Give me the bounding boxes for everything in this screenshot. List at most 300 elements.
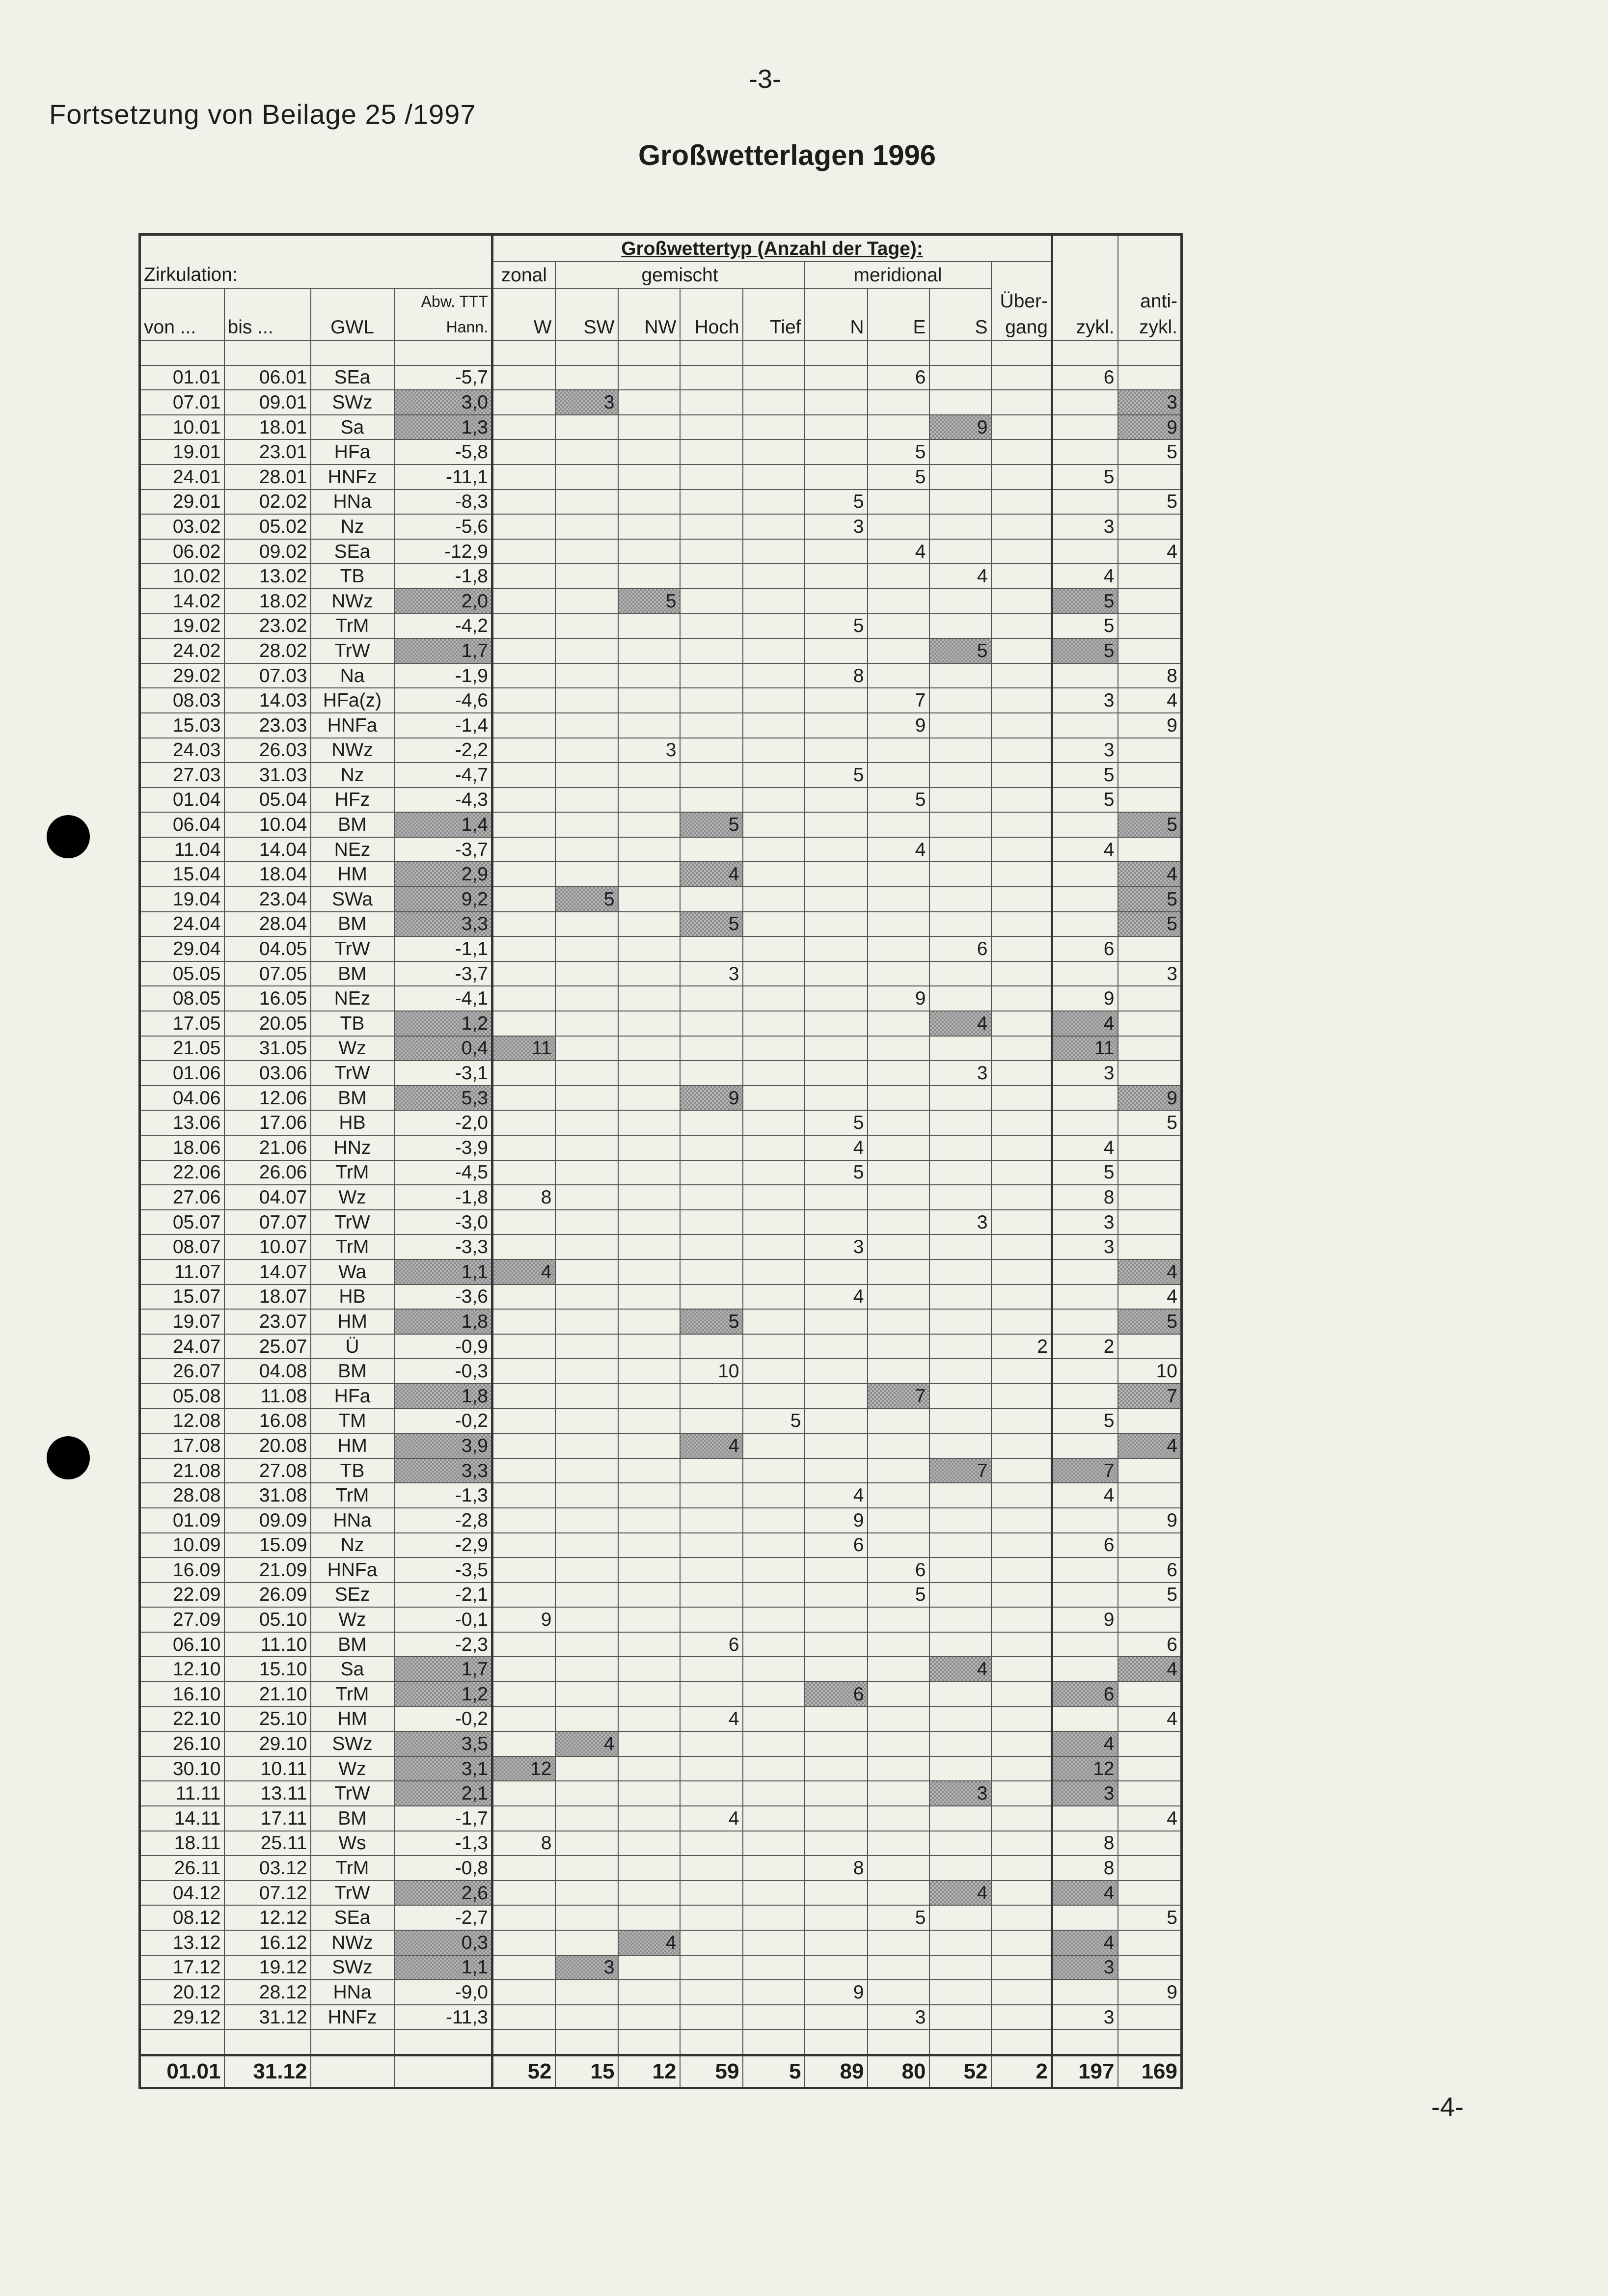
table-row	[140, 713, 1182, 738]
sw-cell	[555, 986, 618, 1011]
e-cell	[868, 1160, 929, 1185]
e-cell	[868, 1483, 929, 1508]
uebergang-cell	[991, 688, 1052, 713]
uebergang-label-1: Über-	[991, 288, 1052, 314]
uebergang-cell	[991, 1905, 1052, 1930]
abw-cell: 1,2	[394, 1011, 492, 1036]
nw-cell	[618, 1011, 680, 1036]
n-cell: 8	[805, 1856, 868, 1881]
von-cell: 19.07	[140, 1309, 224, 1334]
tief-cell	[743, 1508, 805, 1533]
von-cell: 18.11	[140, 1831, 224, 1856]
table-row	[140, 490, 1182, 515]
sw-cell	[555, 688, 618, 713]
subtitle: Fortsetzung von Beilage 25 /1997	[49, 99, 476, 130]
tief-cell	[743, 1856, 805, 1881]
zykl-cell: 5	[1052, 638, 1118, 663]
n-cell	[805, 465, 868, 490]
bis-cell: 23.01	[224, 439, 311, 465]
w-cell	[492, 1061, 555, 1086]
table-row	[140, 1533, 1182, 1558]
bis-cell: 10.04	[224, 812, 311, 837]
uebergang-cell	[991, 1011, 1052, 1036]
bis-cell: 15.09	[224, 1533, 311, 1558]
bis-cell: 04.08	[224, 1359, 311, 1384]
hoch-cell	[680, 1285, 743, 1310]
gwl-cell: HNa	[311, 1980, 394, 2005]
tief-cell	[743, 390, 805, 415]
hoch-cell: 5	[680, 812, 743, 837]
s-cell	[929, 986, 991, 1011]
n-cell	[805, 1036, 868, 1061]
n-cell	[805, 887, 868, 912]
gwl-cell: Nz	[311, 514, 394, 539]
table-row	[140, 564, 1182, 589]
uebergang-cell	[991, 589, 1052, 614]
e-cell	[868, 738, 929, 763]
uebergang-cell	[991, 614, 1052, 639]
zykl-cell	[1052, 1707, 1118, 1732]
hoch-cell	[680, 415, 743, 440]
tief-cell	[743, 415, 805, 440]
bis-cell: 21.06	[224, 1135, 311, 1160]
uebergang-cell	[991, 738, 1052, 763]
s-cell: 3	[929, 1210, 991, 1235]
w-cell	[492, 1011, 555, 1036]
n-cell	[805, 1185, 868, 1210]
bis-cell: 12.12	[224, 1905, 311, 1930]
von-cell: 29.02	[140, 663, 224, 688]
gwl-cell: HFz	[311, 788, 394, 813]
w-cell	[492, 1309, 555, 1334]
antizykl-cell: 4	[1118, 539, 1182, 564]
von-cell: 08.07	[140, 1234, 224, 1259]
zirkulation-label: Zirkulation:	[140, 262, 492, 288]
antizykl-cell	[1118, 1856, 1182, 1881]
e-cell	[868, 1135, 929, 1160]
total-s-cell: 52	[929, 2055, 991, 2088]
n-cell: 3	[805, 514, 868, 539]
w-cell	[492, 713, 555, 738]
nw-cell	[618, 564, 680, 589]
uebergang-cell	[991, 986, 1052, 1011]
table-row	[140, 1930, 1182, 1955]
bis-cell: 02.02	[224, 490, 311, 515]
total-e-cell: 80	[868, 2055, 929, 2088]
table-row	[140, 912, 1182, 937]
sw-cell	[555, 1583, 618, 1608]
nw-cell	[618, 912, 680, 937]
nw-cell	[618, 1905, 680, 1930]
bis-cell: 27.08	[224, 1458, 311, 1483]
von-cell: 10.09	[140, 1533, 224, 1558]
abw-cell: -2,9	[394, 1533, 492, 1558]
sw-cell	[555, 837, 618, 862]
bis-cell: 10.11	[224, 1756, 311, 1781]
von-cell: 26.10	[140, 1731, 224, 1756]
sw-cell	[555, 1210, 618, 1235]
s-cell: 9	[929, 415, 991, 440]
antizykl-cell: 5	[1118, 912, 1182, 937]
uebergang-cell	[991, 936, 1052, 961]
hoch-cell	[680, 365, 743, 390]
n-cell: 9	[805, 1508, 868, 1533]
w-cell	[492, 1731, 555, 1756]
antizykl-cell	[1118, 1409, 1182, 1434]
n-cell	[805, 439, 868, 465]
n-cell	[805, 1955, 868, 1980]
n-cell	[805, 1657, 868, 1682]
bis-cell: 05.10	[224, 1607, 311, 1632]
zykl-cell: 5	[1052, 763, 1118, 788]
zykl-cell: 6	[1052, 1682, 1118, 1707]
tief-cell	[743, 961, 805, 986]
sw-cell	[555, 1036, 618, 1061]
gwl-cell: TB	[311, 1011, 394, 1036]
w-cell	[492, 439, 555, 465]
nw-cell	[618, 1483, 680, 1508]
n-cell	[805, 1210, 868, 1235]
gwl-cell: Ws	[311, 1831, 394, 1856]
tief-cell	[743, 1632, 805, 1657]
von-cell: 05.05	[140, 961, 224, 986]
table-row	[140, 2005, 1182, 2030]
von-header: von ...	[140, 314, 224, 340]
s-cell	[929, 663, 991, 688]
total-abw-cell	[394, 2055, 492, 2088]
w-cell	[492, 365, 555, 390]
uebergang-cell	[991, 1657, 1052, 1682]
abw-cell: 3,0	[394, 390, 492, 415]
von-cell: 16.10	[140, 1682, 224, 1707]
bis-cell: 21.10	[224, 1682, 311, 1707]
w-cell	[492, 2005, 555, 2030]
von-cell: 08.12	[140, 1905, 224, 1930]
n-cell	[805, 688, 868, 713]
abw-cell: 2,1	[394, 1781, 492, 1806]
gwl-cell: SEa	[311, 365, 394, 390]
nw-cell	[618, 812, 680, 837]
w-cell	[492, 1384, 555, 1409]
hoch-cell	[680, 1508, 743, 1533]
w-cell	[492, 1433, 555, 1458]
abw-cell: 3,3	[394, 1458, 492, 1483]
hoch-cell	[680, 2005, 743, 2030]
antizykl-cell: 4	[1118, 1707, 1182, 1732]
e-cell	[868, 961, 929, 986]
sw-cell	[555, 1433, 618, 1458]
zykl-cell: 3	[1052, 1781, 1118, 1806]
gwl-cell: NWz	[311, 589, 394, 614]
sw-cell	[555, 415, 618, 440]
table-row	[140, 1061, 1182, 1086]
abw-cell: -3,1	[394, 1061, 492, 1086]
uebergang-cell	[991, 1607, 1052, 1632]
e-cell	[868, 1285, 929, 1310]
antizykl-cell	[1118, 1458, 1182, 1483]
nw-cell	[618, 1234, 680, 1259]
abw-cell: -2,7	[394, 1905, 492, 1930]
e-cell	[868, 1458, 929, 1483]
zykl-cell: 12	[1052, 1756, 1118, 1781]
n-cell	[805, 1061, 868, 1086]
s-cell	[929, 514, 991, 539]
tief-cell	[743, 1285, 805, 1310]
antizykl-cell	[1118, 1781, 1182, 1806]
tief-cell	[743, 713, 805, 738]
e-cell	[868, 1707, 929, 1732]
nw-cell	[618, 1359, 680, 1384]
sw-cell	[555, 1508, 618, 1533]
antizykl-cell: 4	[1118, 1806, 1182, 1831]
abw-cell: 0,4	[394, 1036, 492, 1061]
nw-cell	[618, 1185, 680, 1210]
sw-cell	[555, 539, 618, 564]
table-row	[140, 1259, 1182, 1285]
uebergang-cell	[991, 788, 1052, 813]
abw-cell: -2,8	[394, 1508, 492, 1533]
w-cell	[492, 390, 555, 415]
sw-cell	[555, 1607, 618, 1632]
antizykl-cell: 5	[1118, 1583, 1182, 1608]
nw-cell	[618, 1036, 680, 1061]
table-row	[140, 638, 1182, 663]
tief-cell	[743, 788, 805, 813]
sw-cell	[555, 1011, 618, 1036]
von-cell: 17.08	[140, 1433, 224, 1458]
von-cell: 06.04	[140, 812, 224, 837]
antizykl-cell	[1118, 1881, 1182, 1906]
gwl-cell: HM	[311, 1707, 394, 1732]
w-cell: 8	[492, 1831, 555, 1856]
w-cell	[492, 1980, 555, 2005]
von-cell: 12.10	[140, 1657, 224, 1682]
bis-cell: 12.06	[224, 1086, 311, 1111]
w-cell	[492, 1458, 555, 1483]
w-cell	[492, 490, 555, 515]
abw-cell: 1,7	[394, 1657, 492, 1682]
bis-cell: 11.10	[224, 1632, 311, 1657]
bis-cell: 05.04	[224, 788, 311, 813]
table-row	[140, 1185, 1182, 1210]
n-cell	[805, 837, 868, 862]
gwl-cell: HNFz	[311, 2005, 394, 2030]
von-cell: 01.06	[140, 1061, 224, 1086]
von-cell: 19.02	[140, 614, 224, 639]
bis-cell: 31.05	[224, 1036, 311, 1061]
hoch-cell	[680, 638, 743, 663]
table-row	[140, 1135, 1182, 1160]
s-cell	[929, 1483, 991, 1508]
hoch-cell	[680, 1384, 743, 1409]
table-row	[140, 1359, 1182, 1384]
tief-cell: 5	[743, 1409, 805, 1434]
s-cell	[929, 1433, 991, 1458]
zykl-cell	[1052, 961, 1118, 986]
hoch-cell	[680, 1533, 743, 1558]
antizykl-cell	[1118, 1185, 1182, 1210]
von-cell: 27.03	[140, 763, 224, 788]
s-cell	[929, 1160, 991, 1185]
sw-cell: 4	[555, 1731, 618, 1756]
e-cell	[868, 1881, 929, 1906]
uebergang-cell	[991, 1160, 1052, 1185]
table-row	[140, 365, 1182, 390]
von-cell: 01.01	[140, 365, 224, 390]
table-row	[140, 1285, 1182, 1310]
abw-cell: -1,9	[394, 663, 492, 688]
n-cell: 5	[805, 763, 868, 788]
nw-cell	[618, 1980, 680, 2005]
bis-cell: 28.04	[224, 912, 311, 937]
s-cell	[929, 887, 991, 912]
hoch-cell	[680, 1980, 743, 2005]
abw-cell: -3,0	[394, 1210, 492, 1235]
zykl-cell: 11	[1052, 1036, 1118, 1061]
e-cell: 9	[868, 713, 929, 738]
nw-cell	[618, 1756, 680, 1781]
gwl-cell: HM	[311, 862, 394, 887]
w-cell	[492, 1707, 555, 1732]
antizykl-cell	[1118, 1930, 1182, 1955]
abw-cell: -3,6	[394, 1285, 492, 1310]
table-row	[140, 1110, 1182, 1135]
nw-cell	[618, 638, 680, 663]
tief-cell	[743, 1210, 805, 1235]
antizykl-cell: 5	[1118, 439, 1182, 465]
uebergang-cell	[991, 1409, 1052, 1434]
hoch-cell	[680, 1036, 743, 1061]
sw-cell	[555, 936, 618, 961]
bis-cell: 03.12	[224, 1856, 311, 1881]
hoch-header: Hoch	[680, 314, 743, 340]
n-cell: 3	[805, 1234, 868, 1259]
gwl-cell: TrM	[311, 1160, 394, 1185]
weather-table	[138, 233, 1183, 2089]
w-cell: 9	[492, 1607, 555, 1632]
von-cell: 03.02	[140, 514, 224, 539]
nw-cell	[618, 1135, 680, 1160]
abw-cell: 0,3	[394, 1930, 492, 1955]
n-cell	[805, 1930, 868, 1955]
w-cell	[492, 564, 555, 589]
s-cell	[929, 1980, 991, 2005]
hoch-cell	[680, 1259, 743, 1285]
von-cell: 13.12	[140, 1930, 224, 1955]
page-number-top: -3-	[749, 64, 781, 94]
sw-cell	[555, 1458, 618, 1483]
uebergang-cell	[991, 1731, 1052, 1756]
tief-cell	[743, 1234, 805, 1259]
zykl-cell	[1052, 1905, 1118, 1930]
e-cell	[868, 1955, 929, 1980]
antizykl-cell: 4	[1118, 862, 1182, 887]
tief-cell	[743, 465, 805, 490]
von-cell: 27.06	[140, 1185, 224, 1210]
tief-cell	[743, 1558, 805, 1583]
total-zykl-cell: 197	[1052, 2055, 1118, 2088]
uebergang-cell	[991, 1806, 1052, 1831]
nw-cell	[618, 713, 680, 738]
zykl-cell: 5	[1052, 788, 1118, 813]
n-cell	[805, 365, 868, 390]
von-cell: 24.01	[140, 465, 224, 490]
von-cell: 21.08	[140, 1458, 224, 1483]
table-row	[140, 1731, 1182, 1756]
table-row	[140, 1707, 1182, 1732]
abw-cell: -5,7	[394, 365, 492, 390]
e-cell	[868, 589, 929, 614]
gwl-cell: HNFa	[311, 1558, 394, 1583]
w-cell: 4	[492, 1259, 555, 1285]
e-cell	[868, 564, 929, 589]
w-cell	[492, 788, 555, 813]
sw-cell	[555, 1135, 618, 1160]
n-cell	[805, 1259, 868, 1285]
total-sw-cell: 15	[555, 2055, 618, 2088]
antizykl-header: zykl.	[1118, 314, 1182, 340]
tief-cell	[743, 1731, 805, 1756]
tief-cell	[743, 1881, 805, 1906]
uebergang-cell	[991, 812, 1052, 837]
bis-cell: 23.07	[224, 1309, 311, 1334]
uebergang-cell	[991, 887, 1052, 912]
s-cell: 5	[929, 638, 991, 663]
e-cell: 6	[868, 365, 929, 390]
tief-cell	[743, 1533, 805, 1558]
zykl-cell	[1052, 415, 1118, 440]
bis-cell: 18.07	[224, 1285, 311, 1310]
n-cell	[805, 1831, 868, 1856]
total-hoch-cell: 59	[680, 2055, 743, 2088]
tief-cell	[743, 986, 805, 1011]
table-row	[140, 1831, 1182, 1856]
hoch-cell	[680, 1458, 743, 1483]
von-cell: 29.01	[140, 490, 224, 515]
w-cell: 11	[492, 1036, 555, 1061]
sw-cell	[555, 638, 618, 663]
abw-cell: 2,0	[394, 589, 492, 614]
s-cell	[929, 1831, 991, 1856]
uebergang-cell	[991, 1384, 1052, 1409]
gwl-cell: TrW	[311, 1061, 394, 1086]
hoch-cell: 6	[680, 1632, 743, 1657]
uebergang-cell	[991, 1458, 1052, 1483]
gwl-cell: TrM	[311, 1682, 394, 1707]
e-cell	[868, 812, 929, 837]
gwl-cell: HM	[311, 1433, 394, 1458]
n-cell	[805, 961, 868, 986]
bis-cell: 09.09	[224, 1508, 311, 1533]
sw-cell	[555, 1707, 618, 1732]
sw-cell	[555, 1334, 618, 1359]
abw-cell: 1,7	[394, 638, 492, 663]
s-cell	[929, 1110, 991, 1135]
abw-cell: 3,9	[394, 1433, 492, 1458]
uebergang-cell	[991, 837, 1052, 862]
w-cell	[492, 1234, 555, 1259]
antizykl-cell: 9	[1118, 415, 1182, 440]
zykl-cell: 6	[1052, 936, 1118, 961]
hoch-cell	[680, 1657, 743, 1682]
gwl-cell: Wa	[311, 1259, 394, 1285]
uebergang-cell	[991, 1036, 1052, 1061]
zykl-cell: 3	[1052, 688, 1118, 713]
gwl-cell: HNFa	[311, 713, 394, 738]
gwl-cell: BM	[311, 1632, 394, 1657]
sw-cell	[555, 514, 618, 539]
sw-cell	[555, 1110, 618, 1135]
